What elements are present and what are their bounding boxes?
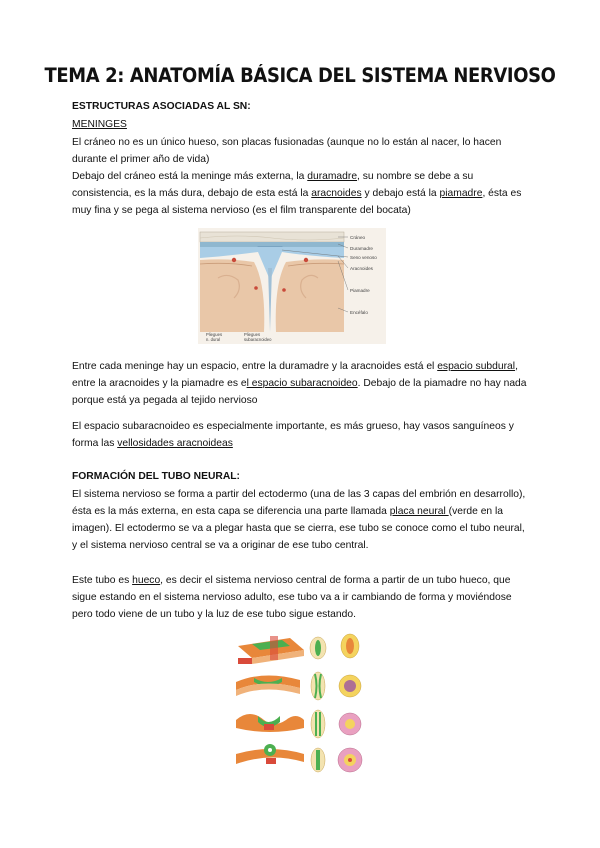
neural-tube-illustration [230, 624, 368, 774]
text: , ésta es muy fina y se pega al sistema nervioso (es el film transparente del bocata) [72, 188, 522, 216]
term-hueco: hueco [132, 575, 161, 586]
page-title: TEMA 2: ANATOMÍA BÁSICA DEL SISTEMA NERVIOSO [44, 64, 556, 87]
term-vellosidades-aracnoideas: vellosidades aracnoideas [117, 438, 233, 449]
label-encefalo: Encéfalo [350, 310, 368, 315]
text: , es decir el sistema nervioso central de forma a partir de un tubo hueco, que sigue estando en el sistema nervioso adulto, ese tubo va a ir cambiando de forma y moviéndose pero todo viene de un tubo y la luz de ese tubo sigue estando. [72, 575, 512, 620]
meninges-figure [198, 228, 386, 344]
stage-neural-groove [236, 710, 361, 738]
text: , entre la aracnoides y la piamadre es e [72, 361, 518, 389]
term-duramadre: duramadre [307, 171, 358, 182]
meninges-illustration [198, 228, 386, 344]
term-espacio-subdural: espacio subdural [437, 361, 516, 372]
term-espacio-subaracnoideo: l espacio subaracnoideo [246, 378, 358, 389]
label-bottom-mid-1: Pliegues [244, 332, 261, 337]
text: . Debajo de la piamadre no hay nada porque está ya pegada al tejido nervioso [72, 378, 527, 406]
paragraph-subarachnoid [72, 418, 522, 452]
label-bottom-left-2: n. dural [206, 337, 220, 342]
subheading-meninges: MENINGES [72, 119, 127, 130]
label-craneo: Cráneo [350, 235, 366, 240]
term-piamadre: piamadre [439, 188, 483, 199]
neural-tube-figure [230, 624, 368, 774]
text: (verde en la imagen). El ectodermo se va a plegar hasta que se cierra, ese tubo se conoce como el tubo neural, y el sistema nervioso central se va a originar de ese tubo central. [72, 506, 525, 551]
label-seno-venoso: Seno venoso [350, 255, 377, 260]
term-aracnoides: aracnoides [311, 188, 362, 199]
text: , su nombre se debe a su consistencia, es la más dura, debajo de esta está la [72, 171, 474, 199]
term-placa-neural: placa neural [389, 506, 449, 517]
section-heading-structures: ESTRUCTURAS ASOCIADAS AL SN: [72, 101, 251, 112]
label-piamadre: Piamadre [350, 288, 370, 293]
paragraph-skull: El cráneo no es un único hueso, son placas fusionadas (aunque no lo están al nacer, lo hacen durante el primer año de vida) [72, 137, 502, 165]
label-bottom-left-1: Pliegues [206, 332, 223, 337]
stage-neural-plate [238, 634, 359, 664]
text: El espacio subaracnoideo es especialmente importante, es más grueso, hay vasos sanguíneos y forma las [72, 421, 514, 449]
paragraph-ectoderm [72, 486, 532, 554]
text: Este tubo es [72, 575, 133, 586]
label-bottom-mid-2: subaracnoideo [244, 337, 272, 342]
paragraph-hollow-tube [72, 572, 532, 623]
text: El sistema nervioso se forma a partir del ectodermo (una de las 3 capas del embrión en desarrollo), ésta es la más externa, en esta capa se diferencia una parte llamada [72, 489, 526, 517]
section-heading-neural-tube: FORMACIÓN DEL TUBO NEURAL: [72, 471, 240, 482]
paragraph-spaces [72, 358, 534, 409]
stage-neural-tube [236, 744, 362, 772]
label-duramadre: Duramadre [350, 246, 373, 251]
label-aracnoides: Aracnoides [350, 266, 373, 271]
stage-neural-folds [236, 672, 361, 700]
paragraph-meninges [72, 168, 534, 219]
text: Debajo del cráneo está la meninge más externa, la [72, 171, 308, 182]
text: y debajo está la [361, 188, 440, 199]
text: Entre cada meninge hay un espacio, entre la duramadre y la aracnoides está el [72, 361, 438, 372]
